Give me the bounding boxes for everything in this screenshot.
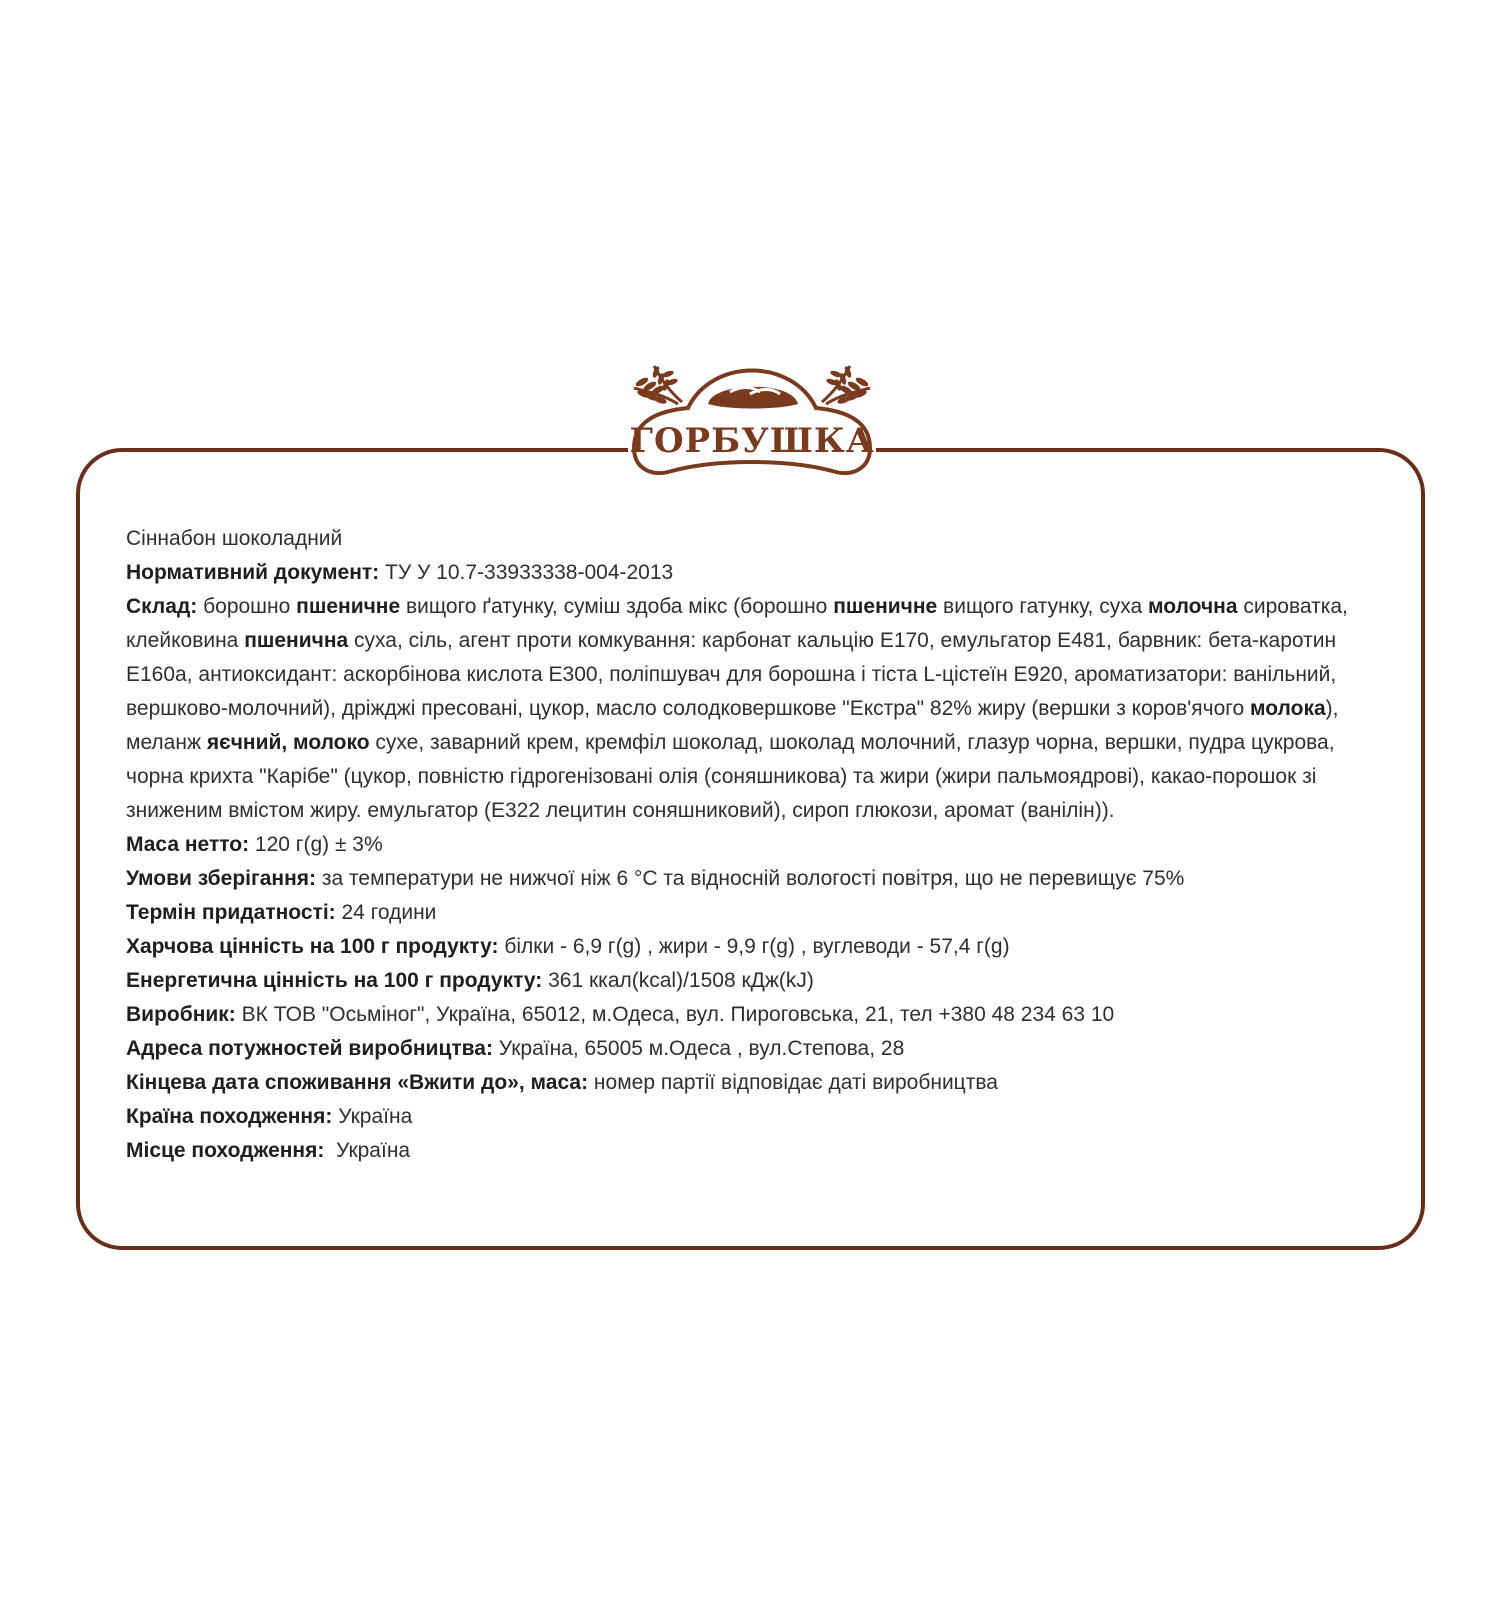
net-mass-line: Маса нетто: 120 г(g) ± 3%: [126, 833, 383, 856]
product-name: Сіннабон шоколадний: [126, 527, 343, 550]
composition-paragraph: Склад: борошно пшеничне вищого ґатунку, суміш здоба мікс (борошно пшеничне вищого гатунку, суха молочна сироватка, клейковина пшенична суха, сіль, агент проти комкування: карбонат кальцію Е170, емульгатор Е481, барвник: бета-каротин Е160а, антиоксидант: аскорбінова кислота Е300, поліпшувач для борошна і тіста L-цістеїн Е920, ароматизатори: ванільний, вершково-молочний), дріжджі пресовані, цукор, масло солодковершкове "Екстра" 82% жиру (вершки з коров'ячого молока), меланж яєчний, молоко сухе, заварний крем, кремфіл шоколад, шоколад молочний, глазур чорна, вершки, пудра цукрова, чорна крихта "Карібе" (цукор, повністю гідрогенізовані олія (соняшникова) та жири (жири пальмоядрові), какао-порошок зі зниженим вмістом жиру. емульгатор (Е322 лецитин соняшниковий), сироп глюкози, аромат (ванілін)).: [126, 595, 1348, 822]
facility-address-line: Адреса потужностей виробництва: Україна, 65005 м.Одеса , вул.Степова, 28: [126, 1037, 905, 1060]
nutrition-line: Харчова цінність на 100 г продукту: білки - 6,9 г(g) , жири - 9,9 г(g) , вуглеводи - 57,4 г(g): [126, 935, 1010, 958]
country-of-origin-line: Країна походження: Україна: [126, 1105, 413, 1128]
energy-line: Енергетична цінність на 100 г продукту: 361 ккал(kcal)/1508 кДж(kJ): [126, 969, 814, 992]
brand-logo: [628, 352, 876, 492]
wheat-left-icon: [634, 365, 682, 405]
product-info: [126, 522, 1386, 1168]
best-before-line: Кінцева дата споживання «Вжити до», маса: номер партії відповідає даті виробництва: [126, 1071, 998, 1094]
storage-conditions-line: Умови зберігання: за температури не нижчої ніж 6 °С та відносній вологості повітря, що не перевищує 75%: [126, 867, 1185, 890]
logo-text: ГОРБУШКА: [629, 421, 875, 461]
place-of-origin-line: Місце походження: Україна: [126, 1139, 411, 1162]
wheat-right-icon: [822, 365, 870, 405]
shelf-life-line: Термін придатності: 24 години: [126, 901, 437, 924]
producer-line: Виробник: ВК ТОВ "Осьміног", Україна, 65012, м.Одеса, вул. Пироговська, 21, тел +380 48 234 63 10: [126, 1003, 1115, 1026]
normative-document-line: Нормативний документ: ТУ У 10.7-33933338-004-2013: [126, 561, 674, 584]
